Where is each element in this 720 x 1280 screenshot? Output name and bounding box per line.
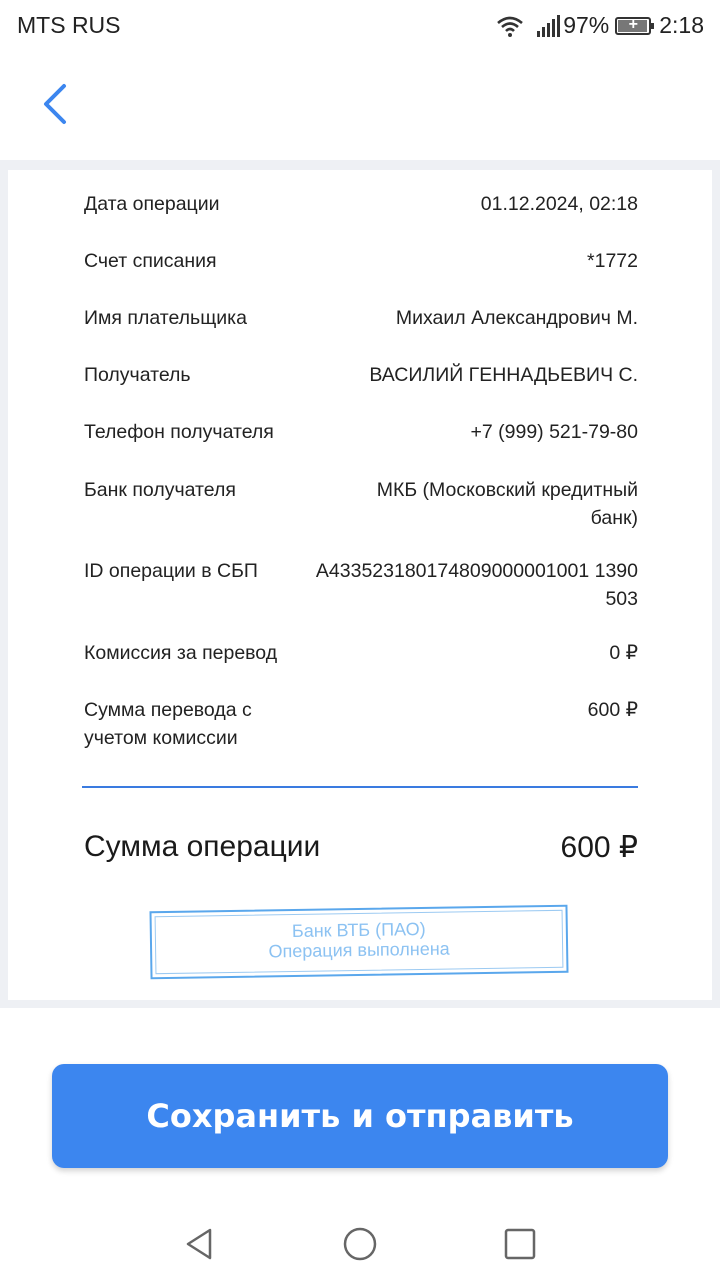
- row-value: *1772: [587, 250, 638, 272]
- receipt-background: [0, 160, 720, 1008]
- row-label: ID операции в СБП: [84, 560, 258, 582]
- row-operation-date: [84, 190, 638, 218]
- system-nav-bar: [0, 1212, 720, 1280]
- row-value: +7 (999) 521-79-80: [470, 421, 638, 443]
- row-label: Банк получателя: [84, 479, 236, 501]
- row-recipient-bank: [84, 476, 638, 532]
- row-value: A433523180174809000001001 1390503: [315, 560, 638, 610]
- total-label: Сумма операции: [84, 830, 321, 863]
- row-debit-account: [84, 247, 638, 275]
- nav-home-icon[interactable]: [342, 1226, 378, 1262]
- stamp-bank-name: Банк ВТБ (ПАО): [291, 918, 426, 942]
- save-and-send-button[interactable]: Сохранить и отправить: [52, 1064, 668, 1168]
- back-button[interactable]: [32, 78, 82, 130]
- battery-icon: [615, 17, 651, 35]
- receipt: [8, 170, 712, 1000]
- stamp-status: Операция выполнена: [268, 938, 450, 962]
- row-sbp-operation-id: [84, 557, 638, 613]
- row-payer-name: [84, 304, 638, 332]
- chevron-left-icon: [32, 78, 82, 130]
- bank-stamp: [149, 905, 568, 980]
- total-row: [84, 830, 638, 865]
- row-recipient-phone: [84, 418, 638, 446]
- row-value: 0 ₽: [609, 642, 638, 664]
- row-amount-with-commission: [84, 696, 638, 752]
- charging-icon: +: [628, 15, 638, 33]
- row-label: Телефон получателя: [84, 421, 274, 443]
- status-icons: [496, 12, 704, 39]
- row-label: Получатель: [84, 364, 191, 386]
- row-label: Комиссия за перевод: [84, 642, 278, 664]
- row-label: Дата операции: [84, 193, 220, 215]
- divider: [82, 786, 638, 788]
- row-value: МКБ (Московский кредитный банк): [376, 479, 638, 529]
- battery-percent: 97%: [563, 12, 610, 38]
- row-label: Счет списания: [84, 250, 217, 272]
- row-value: Михаил Александрович М.: [395, 307, 638, 329]
- row-value: 01.12.2024, 02:18: [480, 193, 638, 215]
- row-recipient: [84, 361, 638, 389]
- row-commission: [84, 639, 638, 667]
- row-label: Имя плательщика: [84, 307, 247, 329]
- nav-recent-apps-icon[interactable]: [502, 1226, 538, 1262]
- carrier-name: MTS RUS: [17, 12, 121, 38]
- row-label: Сумма перевода с учетом комиссии: [84, 699, 252, 749]
- status-bar: [0, 0, 720, 50]
- nav-back-icon[interactable]: [182, 1226, 218, 1262]
- total-value: 600 ₽: [560, 831, 638, 864]
- clock: 2:18: [659, 12, 704, 38]
- row-value: 600 ₽: [587, 699, 638, 721]
- wifi-icon: [496, 14, 524, 38]
- row-value: ВАСИЛИЙ ГЕННАДЬЕВИЧ С.: [369, 364, 638, 386]
- signal-icon: [536, 15, 560, 37]
